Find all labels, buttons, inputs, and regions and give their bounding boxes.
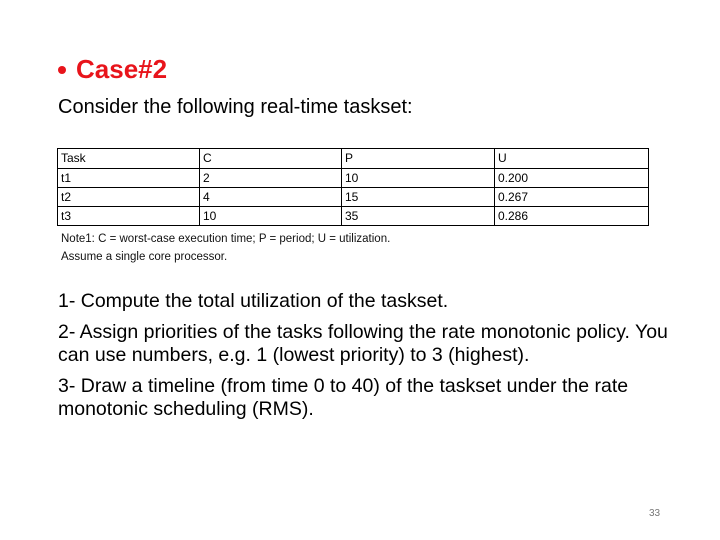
question-2: 2- Assign priorities of the tasks following the rate monotonic policy. You can use numbers, e.g. 1 (lowest priority) to 3 (highest). <box>58 321 668 366</box>
table-header-cell: P <box>342 149 495 169</box>
table-row <box>58 169 649 188</box>
table-cell: 0.286 <box>495 207 649 226</box>
table-cell: 0.267 <box>495 188 649 207</box>
taskset-table <box>57 148 649 226</box>
table-cell: 15 <box>342 188 495 207</box>
table-cell: t2 <box>58 188 200 207</box>
question-1: 1- Compute the total utilization of the taskset. <box>58 290 449 312</box>
table-header-cell: C <box>200 149 342 169</box>
question-3: 3- Draw a timeline (from time 0 to 40) of the taskset under the rate monotonic scheduling (RMS). <box>58 375 629 420</box>
page-number: 33 <box>649 508 661 519</box>
table-cell: 10 <box>342 169 495 188</box>
table-cell: 4 <box>200 188 342 207</box>
table-header-cell: Task <box>58 149 200 169</box>
table-cell: 35 <box>342 207 495 226</box>
table-cell: t1 <box>58 169 200 188</box>
bullet-icon <box>58 66 66 74</box>
table-note <box>61 230 390 266</box>
note-line-2: Assume a single core processor. <box>61 251 228 263</box>
table-row <box>58 188 649 207</box>
intro-text: Consider the following real-time taskset: <box>58 96 413 118</box>
table-header-cell: U <box>495 149 649 169</box>
table-cell: 0.200 <box>495 169 649 188</box>
table-header-row <box>58 149 649 169</box>
table-row <box>58 207 649 226</box>
table-cell: 10 <box>200 207 342 226</box>
note-line-1: Note1: C = worst-case execution time; P = period; U = utilization. <box>61 233 391 245</box>
slide-title <box>58 54 167 84</box>
table-cell: t3 <box>58 207 200 226</box>
slide-title-text: Case#2 <box>76 54 168 84</box>
question-list <box>58 290 678 429</box>
table-cell: 2 <box>200 169 342 188</box>
